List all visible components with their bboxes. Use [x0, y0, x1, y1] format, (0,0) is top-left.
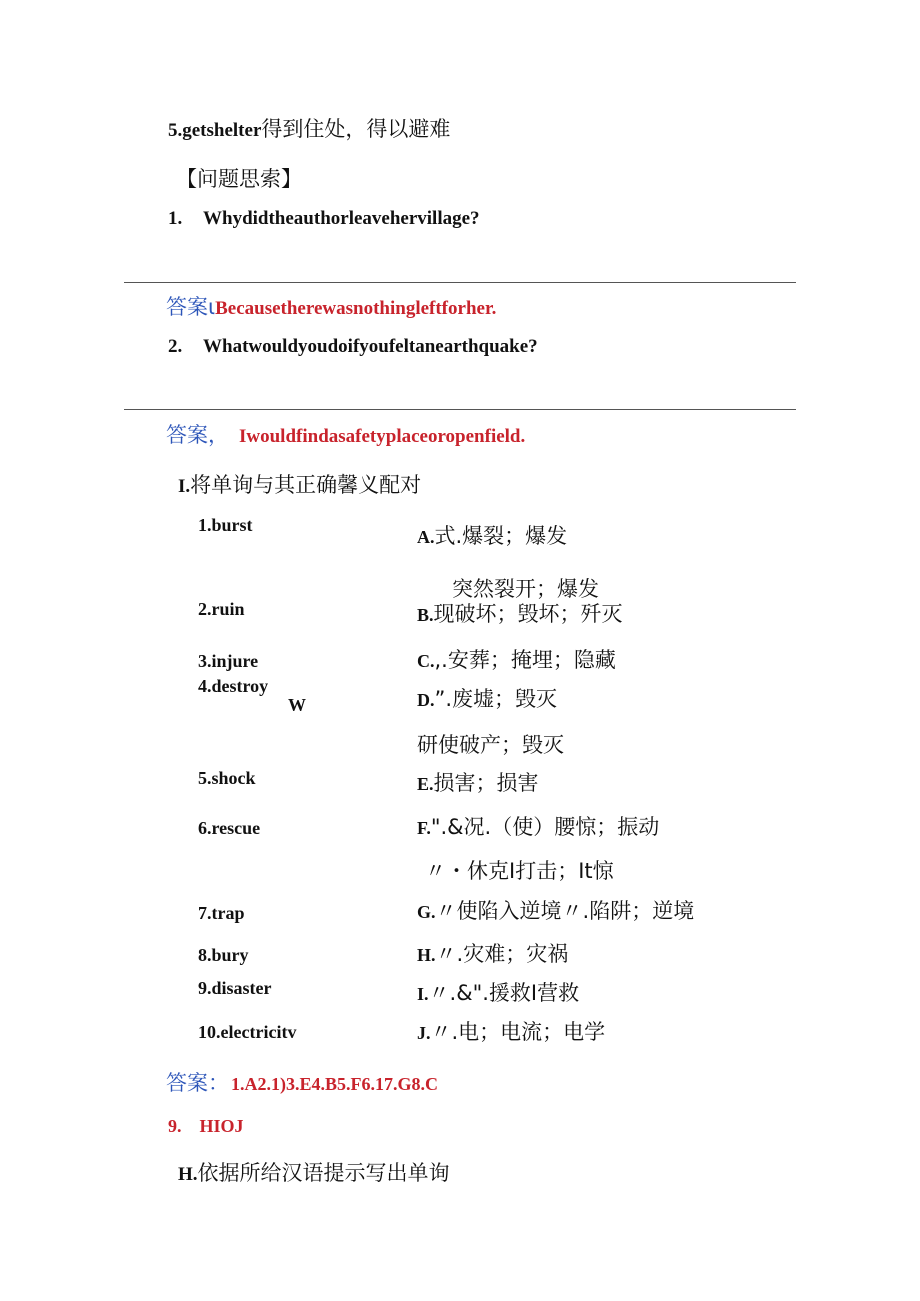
question-2	[168, 336, 538, 358]
definition-g-text: 〃使陷入逆境〃.陷阱；逆境	[435, 899, 695, 923]
exercise-2-title-text: 依据所给汉语提示写出单询	[197, 1161, 450, 1185]
definition-c-letter: C.	[417, 651, 435, 671]
definition-d-continued-text: 研使破产；毁灭	[417, 733, 564, 757]
definition-e-letter: E.	[417, 774, 434, 794]
definition-a-continued-text: 突然裂开；爆发	[452, 577, 599, 601]
answer-1-text: Becausetherewasnothingleftforher.	[215, 298, 497, 319]
definition-d-text: ”.废墟；毁灭	[434, 687, 558, 711]
definition-a-letter: A.	[417, 527, 435, 547]
definition-e	[417, 767, 539, 797]
question-1-text: Whydidtheauthorleavehervillage?	[203, 208, 480, 229]
exercise-1-answer-line-2: 9. HIOJ	[168, 1116, 244, 1136]
word-rescue: 6.rescue	[198, 818, 261, 838]
definition-j-text: 〃.电；电流；电学	[430, 1020, 606, 1044]
word-electricity: 10.electricitv	[198, 1022, 297, 1042]
word-injure: 3.injure	[198, 651, 259, 671]
word-ruin: 2.ruin	[198, 599, 245, 619]
answer-1-label: 答案ι	[166, 295, 216, 319]
definition-g-letter: G.	[417, 902, 436, 922]
question-1-number: 1.	[168, 208, 183, 229]
definition-i-letter: I.	[417, 984, 429, 1004]
phrase-line	[168, 113, 450, 143]
section-heading: 【问题思索】	[176, 167, 302, 191]
word-stray-w: W	[288, 695, 306, 715]
phrase-meaning: 得到住处，得以避难	[261, 117, 451, 141]
definition-c-text: ,.安葬；掩埋；隐藏	[434, 648, 616, 672]
definition-a-text: 式.爆裂；爆发	[434, 524, 568, 548]
definition-c	[417, 644, 616, 674]
definition-e-text: 损害；损害	[433, 771, 539, 795]
word-shock: 5.shock	[198, 768, 256, 788]
exercise-1-title	[178, 469, 421, 499]
answer-2-text: Iwouldfindasafetyplaceoropenfield.	[239, 426, 526, 447]
question-2-number: 2.	[168, 336, 183, 357]
exercise-1-answer	[166, 1067, 438, 1097]
definition-b-text: 现破坏；毁坏；歼灭	[433, 602, 623, 626]
definition-f-text: ".&况.（使）腰惊；振动	[430, 815, 660, 839]
definition-d-continued	[417, 729, 564, 759]
answer-2	[166, 419, 525, 449]
definition-j	[417, 1016, 605, 1046]
definition-g	[417, 895, 694, 925]
definition-h	[417, 938, 568, 968]
definition-f	[417, 811, 659, 841]
exercise-1-answer-label: 答案：	[166, 1071, 229, 1095]
word-destroy: 4.destroy	[198, 676, 269, 696]
definition-b	[417, 598, 623, 628]
exercise-1-prefix: I.	[178, 476, 191, 497]
exercise-2-title	[178, 1157, 450, 1187]
exercise-1-title-text: 将单询与其正确馨义配对	[190, 473, 422, 497]
phrase-english: 5.getshelter	[168, 120, 262, 141]
definition-h-letter: H.	[417, 945, 436, 965]
exercise-1-answer-line-1: 1.A2.1)3.E4.B5.F6.17.G8.C	[231, 1074, 438, 1094]
word-bury: 8.bury	[198, 945, 249, 965]
answer-line-1	[124, 282, 796, 283]
definition-j-letter: J.	[417, 1023, 431, 1043]
answer-2-label: 答案，	[166, 423, 229, 447]
definition-a-continued	[452, 575, 599, 601]
definition-d-letter: D.	[417, 690, 435, 710]
definition-i-text: 〃.&".援救I营救	[428, 981, 580, 1005]
definition-f-continued-text: 〃・休克I打击；It惊	[425, 859, 614, 883]
question-2-text: Whatwouldyoudoifyoufeltanearthquake?	[203, 336, 538, 357]
definition-a	[417, 520, 567, 550]
exercise-2-prefix: H.	[178, 1164, 198, 1185]
word-disaster: 9.disaster	[198, 978, 272, 998]
question-1	[168, 208, 480, 230]
answer-1	[166, 291, 496, 321]
definition-d	[417, 683, 557, 713]
definition-i	[417, 977, 579, 1007]
word-burst: 1.burst	[198, 515, 253, 535]
definition-f-continued	[425, 855, 614, 885]
definition-h-text: 〃.灾难；灾祸	[435, 942, 569, 966]
word-trap: 7.trap	[198, 903, 245, 923]
definition-f-letter: F.	[417, 818, 431, 838]
answer-line-2	[124, 409, 796, 410]
definition-b-letter: B.	[417, 605, 434, 625]
